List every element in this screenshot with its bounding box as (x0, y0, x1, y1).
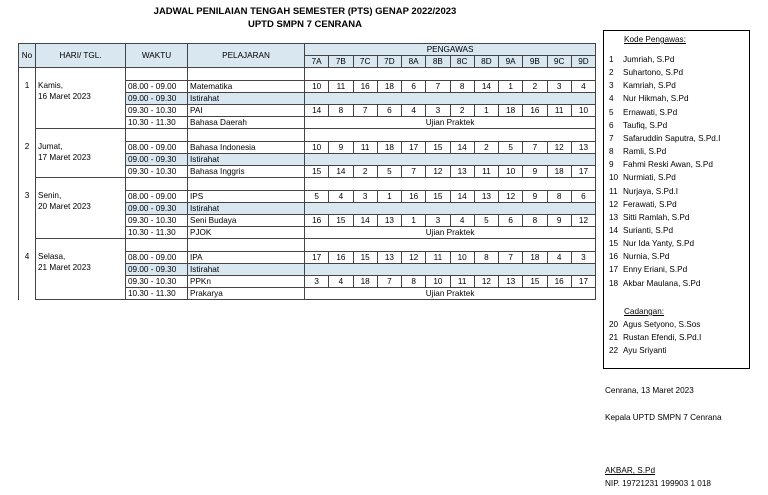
gap-cell (126, 129, 188, 142)
supervisor-name: Kamriah, S.Pd (623, 81, 676, 91)
time-cell: 10.30 - 11.30 (126, 288, 188, 300)
day-date-cell (36, 239, 126, 300)
supervisor-code-cell: 14 (474, 81, 498, 93)
class-header: 7C (353, 56, 377, 68)
supervisor-code-panel (603, 30, 750, 369)
supervisor-code-cell: 15 (305, 166, 329, 178)
supervisor-name: Nurjaya, S.Pd.I (623, 186, 679, 196)
supervisor-code-cell: 18 (377, 81, 401, 93)
supervisor-code-cell: 11 (353, 142, 377, 154)
supervisor-code-cell: 16 (547, 276, 571, 288)
class-header: 7D (377, 56, 401, 68)
place-date: Cenrana, 13 Maret 2023 (605, 386, 694, 395)
day-name: Kamis, (38, 81, 64, 90)
supervisor-list-item (609, 213, 689, 222)
supervisor-number: 11 (609, 186, 618, 196)
supervisor-code-cell: 3 (547, 81, 571, 93)
backup-name: Rustan Efendi, S.Pd.I (623, 333, 702, 342)
backup-list-item (609, 346, 667, 355)
subject-cell: PPKn (188, 276, 305, 288)
supervisor-code-cell: 1 (402, 215, 426, 227)
supervisor-code-cell: 12 (499, 191, 523, 203)
supervisor-list-item (609, 187, 678, 196)
class-header: 8C (450, 56, 474, 68)
break-cell (305, 93, 596, 105)
supervisor-name: Ernawati, S.Pd (623, 107, 678, 117)
supervisor-name: Nurnia, S.Pd (623, 252, 670, 262)
cadangan-title: Cadangan: (624, 307, 665, 316)
supervisor-code-cell: 11 (426, 252, 450, 264)
supervisor-code-cell: 9 (523, 166, 547, 178)
supervisor-code-cell: 15 (523, 276, 547, 288)
supervisor-list-item (609, 252, 669, 261)
supervisor-name: Taufiq, S.Pd (623, 120, 668, 130)
supervisor-number: 5 (609, 107, 614, 117)
backup-number: 22 (609, 346, 619, 355)
break-cell (305, 264, 596, 276)
supervisor-code-cell: 8 (547, 191, 571, 203)
supervisor-code-cell: 18 (377, 142, 401, 154)
supervisor-code-cell: 6 (377, 105, 401, 117)
supervisor-code-cell: 9 (329, 142, 353, 154)
supervisor-code-cell: 11 (547, 105, 571, 117)
time-cell: 09.00 - 09.30 (126, 93, 188, 105)
supervisor-list-item (609, 265, 687, 274)
class-header: 7A (305, 56, 329, 68)
signer-title: Kepala UPTD SMPN 7 Cenrana (605, 413, 722, 422)
supervisor-code-cell: 15 (353, 252, 377, 264)
supervisor-code-cell: 2 (474, 142, 498, 154)
supervisor-code-cell: 6 (571, 191, 595, 203)
supervisor-code-cell: 12 (402, 252, 426, 264)
supervisor-code-cell: 10 (426, 276, 450, 288)
time-cell: 09.00 - 09.30 (126, 154, 188, 166)
supervisor-code-cell: 6 (499, 215, 523, 227)
supervisor-code-cell: 16 (305, 215, 329, 227)
supervisor-code-cell: 15 (329, 215, 353, 227)
supervisor-list-item (609, 279, 700, 288)
supervisor-name: Akbar Maulana, S.Pd (623, 278, 701, 288)
supervisor-code-cell: 8 (523, 215, 547, 227)
subject-cell: Istirahat (188, 203, 305, 215)
class-header: 8B (426, 56, 450, 68)
supervisor-code-cell: 10 (499, 166, 523, 178)
time-cell: 09.30 - 10.30 (126, 276, 188, 288)
supervisor-list-item (609, 81, 676, 90)
supervisor-number: 2 (609, 68, 614, 78)
supervisor-code-cell: 4 (329, 276, 353, 288)
subject-cell: Seni Budaya (188, 215, 305, 227)
gap-cell (126, 68, 188, 81)
supervisor-number: 8 (609, 147, 614, 157)
subject-cell: Istirahat (188, 154, 305, 166)
kode-pengawas-title: Kode Pengawas: (624, 35, 686, 44)
supervisor-number: 13 (609, 212, 619, 222)
supervisor-code-cell: 10 (571, 105, 595, 117)
supervisor-code-cell: 15 (426, 191, 450, 203)
supervisor-code-cell: 9 (547, 215, 571, 227)
supervisor-code-cell: 15 (426, 142, 450, 154)
supervisor-number: 1 (609, 55, 614, 64)
supervisor-code-cell: 8 (402, 276, 426, 288)
schedule-table (18, 43, 596, 300)
supervisor-list-item (609, 226, 673, 235)
supervisor-code-cell: 1 (377, 191, 401, 203)
supervisor-code-cell: 1 (474, 105, 498, 117)
backup-list-item (609, 333, 701, 342)
gap-cell (126, 178, 188, 191)
supervisor-code-cell: 13 (474, 191, 498, 203)
supervisor-number: 4 (609, 94, 614, 104)
supervisor-number: 12 (609, 199, 619, 209)
supervisor-code-cell: 11 (329, 81, 353, 93)
supervisor-number: 3 (609, 81, 614, 91)
supervisor-number: 10 (609, 173, 619, 183)
supervisor-code-cell: 8 (450, 81, 474, 93)
time-cell: 08.00 - 09.00 (126, 252, 188, 264)
subject-cell: PAI (188, 105, 305, 117)
supervisor-code-cell: 7 (402, 166, 426, 178)
supervisor-code-cell: 4 (547, 252, 571, 264)
supervisor-list-item (609, 121, 667, 130)
signer-name: AKBAR, S.Pd (605, 466, 656, 475)
supervisor-name: Safaruddin Saputra, S.Pd.I (623, 133, 721, 143)
supervisor-code-cell: 14 (305, 105, 329, 117)
supervisor-name: Sitti Ramlah, S.Pd (623, 212, 690, 222)
time-cell: 08.00 - 09.00 (126, 191, 188, 203)
supervisor-code-cell: 14 (353, 215, 377, 227)
gap-cell (305, 68, 596, 81)
supervisor-code-cell: 3 (305, 276, 329, 288)
class-header: 9C (547, 56, 571, 68)
supervisor-code-cell: 17 (571, 166, 595, 178)
supervisor-code-cell: 17 (305, 252, 329, 264)
supervisor-name: Ferawati, S.Pd (623, 199, 677, 209)
supervisor-code-cell: 16 (353, 81, 377, 93)
day-number: 1 (19, 68, 36, 129)
supervisor-code-cell: 16 (402, 191, 426, 203)
class-header: 9A (499, 56, 523, 68)
time-cell: 10.30 - 11.30 (126, 227, 188, 239)
time-cell: 09.00 - 09.30 (126, 203, 188, 215)
supervisor-number: 14 (609, 225, 619, 235)
time-cell: 08.00 - 09.00 (126, 81, 188, 93)
gap-cell (188, 178, 305, 191)
time-cell: 09.30 - 10.30 (126, 105, 188, 117)
schedule-title: JADWAL PENILAIAN TENGAH SEMESTER (PTS) GENAP 2022/2023 (153, 6, 457, 17)
supervisor-code-cell: 12 (426, 166, 450, 178)
exam-note: Ujian Praktek (305, 117, 596, 129)
supervisor-number: 17 (609, 265, 619, 275)
supervisor-code-cell: 2 (523, 81, 547, 93)
supervisor-name: Suhartono, S.Pd (623, 68, 684, 78)
supervisor-name: Ramli, S.Pd (623, 147, 667, 157)
supervisor-code-cell: 11 (474, 166, 498, 178)
supervisor-list-item (609, 147, 666, 156)
subject-cell: Bahasa Inggris (188, 166, 305, 178)
supervisor-code-cell: 7 (426, 81, 450, 93)
supervisor-code-cell: 13 (499, 276, 523, 288)
subject-cell: Bahasa Daerah (188, 117, 305, 129)
gap-cell (188, 129, 305, 142)
day-number: 4 (19, 239, 36, 300)
supervisor-code-cell: 14 (329, 166, 353, 178)
supervisor-number: 6 (609, 120, 614, 130)
supervisor-code-cell: 7 (499, 252, 523, 264)
time-cell: 09.30 - 10.30 (126, 166, 188, 178)
time-cell: 10.30 - 11.30 (126, 117, 188, 129)
supervisor-name: Nurmiati, S.Pd (623, 173, 676, 183)
class-header: 9B (523, 56, 547, 68)
supervisor-code-cell: 10 (305, 142, 329, 154)
supervisor-code-cell: 7 (353, 105, 377, 117)
supervisor-list-item (609, 94, 689, 103)
supervisor-code-cell: 11 (450, 276, 474, 288)
subject-cell: Prakarya (188, 288, 305, 300)
gap-cell (305, 239, 596, 252)
supervisor-code-cell: 2 (353, 166, 377, 178)
supervisor-code-cell: 2 (450, 105, 474, 117)
class-header: 8D (474, 56, 498, 68)
supervisor-list-item (609, 173, 676, 182)
supervisor-list-item (609, 134, 720, 143)
supervisor-code-cell: 4 (329, 191, 353, 203)
supervisor-code-cell: 14 (450, 191, 474, 203)
subject-cell: Matematika (188, 81, 305, 93)
day-date-cell (36, 129, 126, 178)
day-date-cell (36, 68, 126, 129)
backup-name: Agus Setyono, S.Sos (623, 320, 701, 329)
time-cell: 08.00 - 09.00 (126, 142, 188, 154)
supervisor-code-cell: 3 (353, 191, 377, 203)
supervisor-code-cell: 13 (571, 142, 595, 154)
break-cell (305, 203, 596, 215)
backup-list-item (609, 320, 700, 329)
supervisor-code-cell: 7 (523, 142, 547, 154)
supervisor-code-cell: 5 (474, 215, 498, 227)
supervisor-code-cell: 13 (377, 215, 401, 227)
supervisor-code-cell: 5 (305, 191, 329, 203)
supervisor-code-cell: 16 (329, 252, 353, 264)
supervisor-code-cell: 4 (402, 105, 426, 117)
supervisor-code-cell: 12 (547, 142, 571, 154)
gap-cell (188, 239, 305, 252)
supervisor-code-cell: 13 (450, 166, 474, 178)
supervisor-number: 7 (609, 133, 614, 143)
class-header: 8A (402, 56, 426, 68)
supervisor-code-cell: 7 (377, 276, 401, 288)
supervisor-code-cell: 3 (426, 215, 450, 227)
header-waktu: WAKTU (126, 44, 188, 68)
exam-note: Ujian Praktek (305, 288, 596, 300)
supervisor-number: 16 (609, 252, 619, 262)
supervisor-code-cell: 10 (450, 252, 474, 264)
signer-nip: NIP. 19721231 199903 1 018 (605, 479, 711, 488)
supervisor-code-cell: 16 (523, 105, 547, 117)
backup-number: 21 (609, 333, 619, 342)
supervisor-number: 9 (609, 160, 614, 170)
day-date: 21 Maret 2023 (38, 263, 91, 272)
supervisor-code-cell: 13 (377, 252, 401, 264)
supervisor-code-cell: 18 (547, 166, 571, 178)
day-number: 3 (19, 178, 36, 239)
supervisor-name: Nur Ida Yanty, S.Pd (623, 239, 694, 249)
supervisor-code-cell: 17 (402, 142, 426, 154)
supervisor-number: 18 (609, 278, 619, 288)
class-header: 9D (571, 56, 595, 68)
day-number: 2 (19, 129, 36, 178)
supervisor-code-cell: 18 (499, 105, 523, 117)
school-name: UPTD SMPN 7 CENRANA (247, 19, 362, 30)
time-cell: 09.00 - 09.30 (126, 264, 188, 276)
supervisor-code-cell: 10 (305, 81, 329, 93)
supervisor-list-item (609, 55, 674, 64)
gap-cell (305, 129, 596, 142)
supervisor-code-cell: 3 (426, 105, 450, 117)
header-pelajaran: PELAJARAN (188, 44, 305, 68)
supervisor-code-cell: 17 (571, 276, 595, 288)
supervisor-code-cell: 3 (571, 252, 595, 264)
gap-cell (126, 239, 188, 252)
supervisor-list-item (609, 239, 694, 248)
day-name: Senin, (38, 191, 62, 200)
time-cell: 09.30 - 10.30 (126, 215, 188, 227)
supervisor-code-cell: 18 (523, 252, 547, 264)
header-no: No (19, 44, 36, 68)
supervisor-code-cell: 6 (402, 81, 426, 93)
day-name: Selasa, (38, 252, 66, 261)
supervisor-code-cell: 5 (499, 142, 523, 154)
subject-cell: PJOK (188, 227, 305, 239)
supervisor-name: Fahmi Reski Awan, S.Pd (623, 160, 713, 170)
day-date: 16 Maret 2023 (38, 92, 91, 101)
supervisor-list-item (609, 108, 677, 117)
supervisor-code-cell: 4 (450, 215, 474, 227)
subject-cell: Istirahat (188, 93, 305, 105)
supervisor-name: Nur Hikmah, S.Pd (623, 94, 689, 104)
exam-note: Ujian Praktek (305, 227, 596, 239)
backup-name: Ayu Sriyanti (623, 346, 667, 355)
supervisor-code-cell: 14 (450, 142, 474, 154)
supervisor-code-cell: 8 (474, 252, 498, 264)
gap-cell (305, 178, 596, 191)
header-pengawas: PENGAWAS (305, 44, 596, 56)
supervisor-code-cell: 1 (499, 81, 523, 93)
backup-number: 20 (609, 320, 619, 329)
supervisor-code-cell: 12 (474, 276, 498, 288)
subject-cell: IPA (188, 252, 305, 264)
day-date: 17 Maret 2023 (38, 153, 91, 162)
supervisor-list-item (609, 200, 677, 209)
day-date-cell (36, 178, 126, 239)
supervisor-name: Surianti, S.Pd (623, 225, 674, 235)
supervisor-name: Enny Eriani, S.Pd (623, 265, 688, 275)
day-date: 20 Maret 2023 (38, 202, 91, 211)
class-header: 7B (329, 56, 353, 68)
supervisor-list-item (609, 68, 683, 77)
subject-cell: IPS (188, 191, 305, 203)
break-cell (305, 154, 596, 166)
day-name: Jumat, (38, 142, 63, 151)
subject-cell: Istirahat (188, 264, 305, 276)
supervisor-code-cell: 5 (377, 166, 401, 178)
supervisor-name: Jumriah, S.Pd (623, 55, 675, 64)
subject-cell: Bahasa Indonesia (188, 142, 305, 154)
header-hari: HARI/ TGL. (36, 44, 126, 68)
supervisor-code-cell: 8 (329, 105, 353, 117)
gap-cell (188, 68, 305, 81)
supervisor-number: 15 (609, 239, 619, 249)
supervisor-code-cell: 9 (523, 191, 547, 203)
supervisor-code-cell: 18 (353, 276, 377, 288)
supervisor-code-cell: 4 (571, 81, 595, 93)
supervisor-code-cell: 12 (571, 215, 595, 227)
supervisor-list-item (609, 160, 713, 169)
